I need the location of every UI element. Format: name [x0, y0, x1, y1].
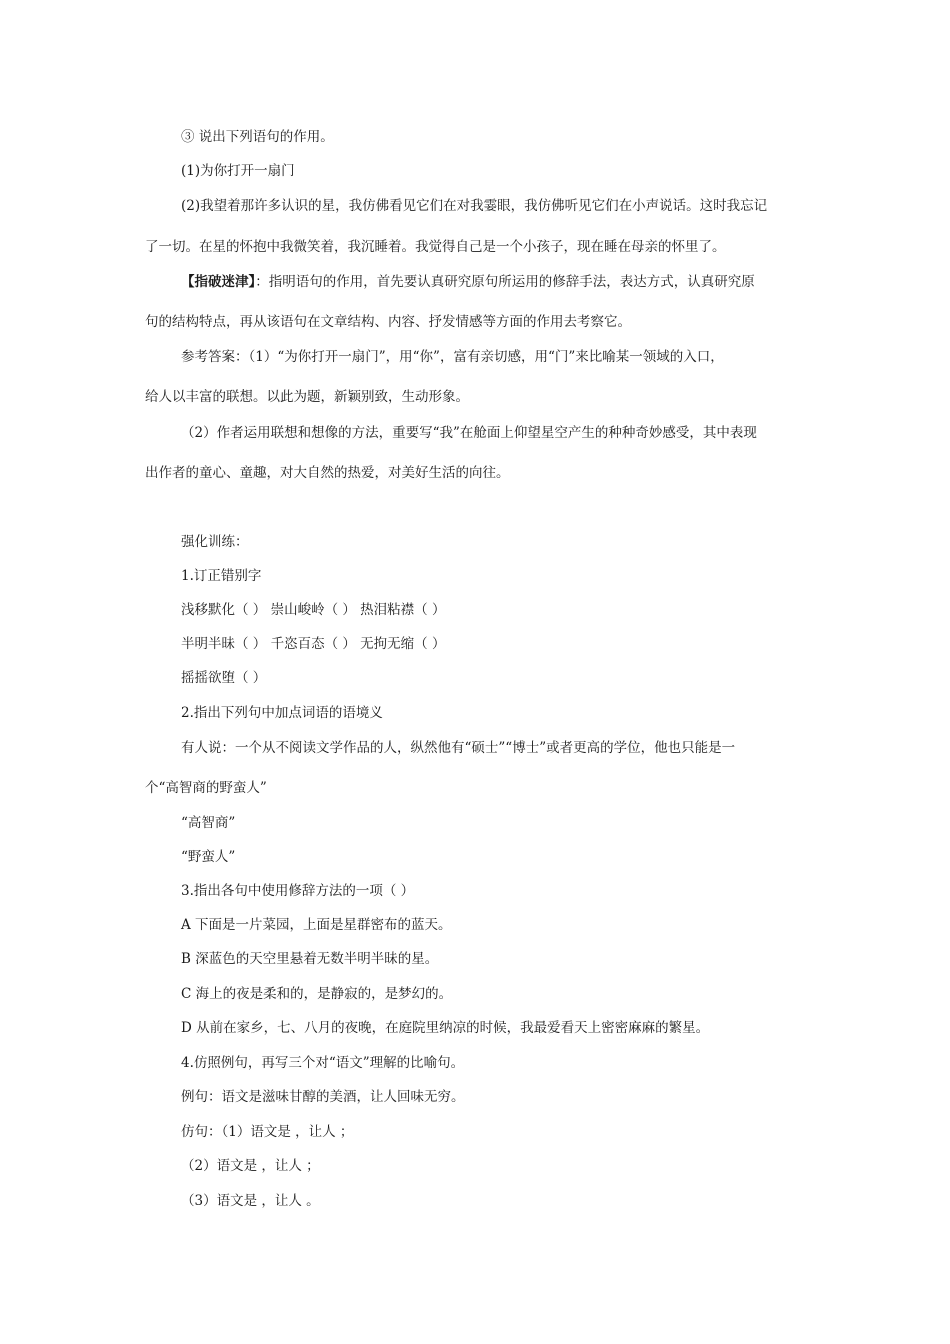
training-q2-term-1: “高智商” — [181, 815, 236, 831]
training-q4-imitate-2: （2）语文是 ，让人 ； — [181, 1158, 320, 1174]
training-q3-option-d: D 从前在家乡，七、八月的夜晚，在庭院里纳凉的时候，我最爱看天上密密麻麻的繁星。 — [181, 1020, 710, 1036]
training-q4-imitate-3: （3）语文是 ，让人 。 — [181, 1193, 320, 1209]
answer-2-line-2: 出作者的童心、童趣，对大自然的热爱，对美好生活的向往。 — [145, 465, 510, 481]
training-q1-row-2: 半明半昧（ ） 千恣百态（ ） 无拘无缩（ ） — [181, 636, 446, 652]
training-q1-row-3: 摇摇欲堕（ ） — [181, 670, 267, 686]
training-q1-row-1: 浅移默化（ ） 崇山峻岭（ ） 热泪粘襟（ ） — [181, 602, 446, 618]
training-q2-line-2: 个“高智商的野蛮人” — [145, 780, 267, 796]
training-q1: 1.订正错别字 — [181, 568, 262, 584]
answer-line-1: 参考答案：（1）“为你打开一扇门”，用“你”，富有亲切感，用“门”来比喻某一领域的入口， — [181, 349, 724, 365]
training-q2: 2.指出下列句中加点词语的语境义 — [181, 705, 383, 721]
training-q3: 3.指出各句中使用修辞方法的一项（ ） — [181, 883, 415, 899]
answer-line-2: 给人以丰富的联想。以此为题，新颖别致，生动形象。 — [145, 389, 469, 405]
training-q4-imitate-1: 仿句：（1）语文是 ，让人 ； — [181, 1124, 354, 1140]
question-3-item-1: (1)为你打开一扇门 — [181, 163, 295, 179]
training-heading: 强化训练： — [181, 534, 249, 550]
training-q3-option-a: A 下面是一片菜园，上面是星群密布的蓝天。 — [181, 917, 452, 933]
hint-text: ：指明语句的作用，首先要认真研究原句所运用的修辞手法，表达方式，认真研究原 — [255, 274, 755, 290]
hint-label: 【指破迷津】 — [181, 274, 256, 290]
training-q3-option-c: C 海上的夜是柔和的，是静寂的，是梦幻的。 — [181, 986, 453, 1002]
training-q4-example: 例句：语文是滋味甘醇的美酒，让人回味无穷。 — [181, 1089, 465, 1105]
training-q2-term-2: “野蛮人” — [181, 849, 236, 865]
answer-2-line-1: （2）作者运用联想和想像的方法，重要写“我”在舱面上仰望星空产生的种种奇妙感受，其中表现 — [181, 425, 757, 441]
training-q3-option-b: B 深蓝色的天空里悬着无数半明半昧的星。 — [181, 951, 439, 967]
question-3-item-2-line-2: 了一切。在星的怀抱中我微笑着，我沉睡着。我觉得自己是一个小孩子，现在睡在母亲的怀里了。 — [145, 239, 726, 255]
training-q2-line-1: 有人说：一个从不阅读文学作品的人，纵然他有“硕士”“博士”或者更高的学位，他也只能是一 — [181, 740, 736, 756]
question-3-prompt: ③ 说出下列语句的作用。 — [181, 129, 334, 145]
training-q4: 4.仿照例句，再写三个对“语文”理解的比喻句。 — [181, 1055, 465, 1071]
question-3-item-2-line-1: (2)我望着那许多认识的星，我仿佛看见它们在对我霎眼，我仿佛听见它们在小声说话。这时我忘记 — [181, 198, 768, 214]
hint-paragraph — [181, 273, 755, 291]
hint-line-2: 句的结构特点，再从该语句在文章结构、内容、抒发情感等方面的作用去考察它。 — [145, 314, 631, 330]
